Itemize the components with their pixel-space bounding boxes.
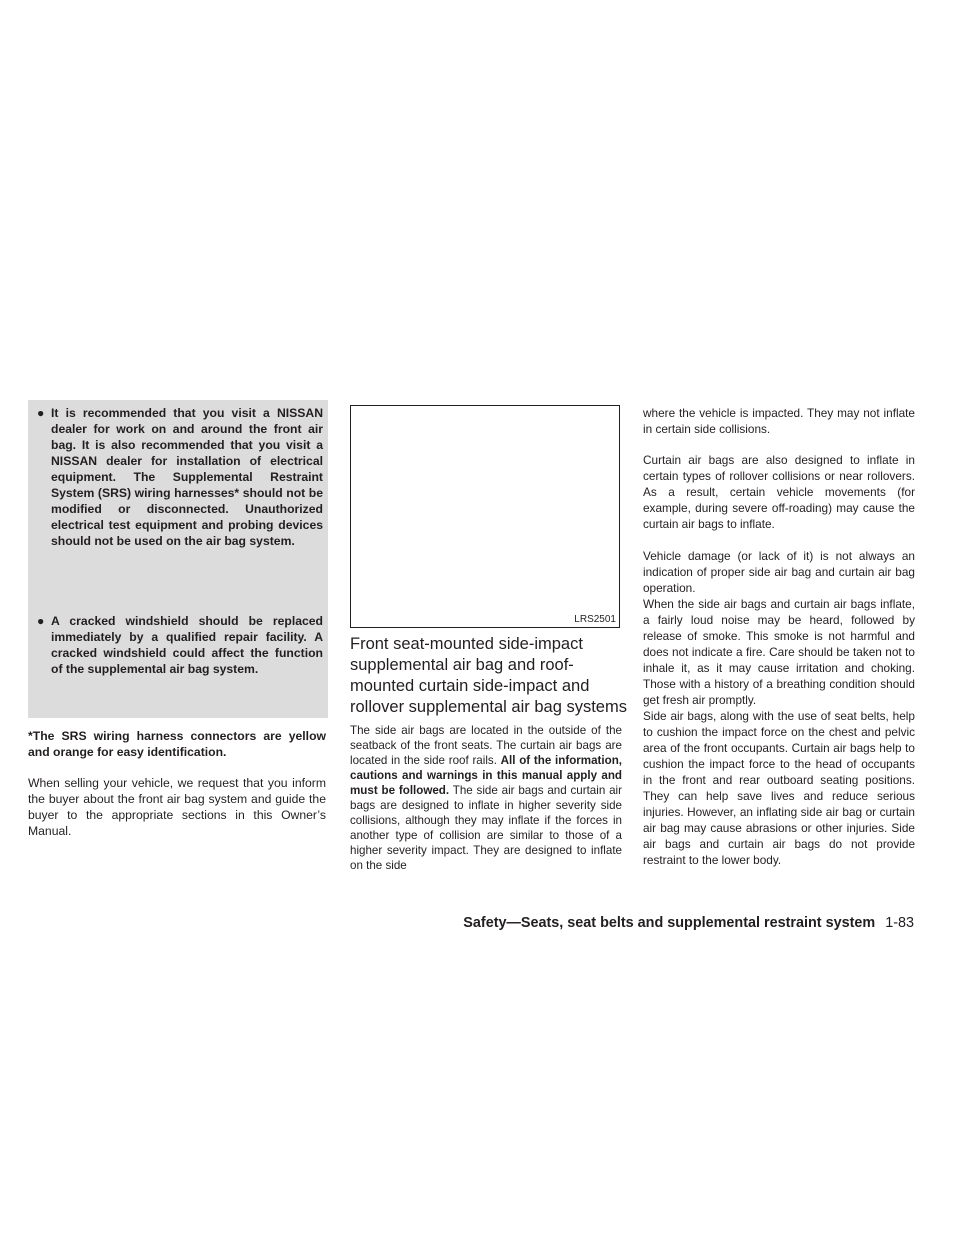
paragraph: When the side air bags and curtain air bags inflate, a fairly loud noise may be heard, followed by release of smoke. This smoke is not harmful and does not indicate a fire. Care should be taken not to inhale it, as it may cause irritation and choking. Those with a history of a breathing condition should get fresh air promptly. (643, 597, 915, 707)
intro-text-continued: The side air bags and curtain air bags are designed to inflate in higher severity side collisions, although they may inflate if the forces in another type of collision are similar to those of a higher severity impact. They are designed to inflate on the side (350, 784, 622, 872)
footer-title: Safety—Seats, seat belts and supplemental restraint system (463, 915, 876, 931)
selling-vehicle-paragraph: When selling your vehicle, we request that you inform the buyer about the front air bag system and guide the buyer to the appropriate sections in this Owner’s Manual. (28, 776, 326, 838)
paragraph: where the vehicle is impacted. They may not inflate in certain side collisions. (643, 406, 915, 436)
bullet-icon: ● (37, 406, 45, 420)
page-footer (463, 915, 914, 931)
warning-item (37, 613, 323, 677)
section-heading: Front seat-mounted side-impact supplemental air bag and roof-mounted curtain side-impact and rollover supplemental air bag systems (350, 635, 627, 716)
footnote: *The SRS wiring harness connectors are yellow and orange for easy identification. (28, 729, 326, 759)
bullet-icon: ● (37, 614, 45, 628)
figure-label: LRS2501 (574, 614, 616, 625)
warning-item (37, 405, 323, 549)
page-number: 1-83 (885, 915, 914, 931)
paragraph: Vehicle damage (or lack of it) is not always an indication of proper side air bag and curtain air bag operation. (643, 549, 915, 595)
warning-text: A cracked windshield should be replaced immediately by a qualified repair facility. A cracked windshield could affect the function of the supplemental air bag system. (51, 614, 323, 676)
paragraph: Side air bags, along with the use of seat belts, help to cushion the impact force on the chest and pelvic area of the front occupants. Curtain air bags help to cushion the impact force to the head of occupants in the front and rear outboard seating positions. They can help save lives and reduce serious injuries. However, an inflating side air bag or curtain air bag may cause abrasions or other injuries. Side air bags and curtain air bags do not provide restraint to the lower body. (643, 709, 915, 867)
intro-bold-text: All of the information, cautions and warnings in this manual apply and must be followed. (350, 754, 623, 797)
figure-illustration (350, 405, 620, 628)
intro-text: The side air bags are located in the outside of the seatback of the front seats. The curtain air bags are located in the side roof rails. (350, 724, 622, 767)
paragraph: Curtain air bags are also designed to inflate in certain types of rollover collisions or near rollovers. As a result, certain vehicle movements (for example, during severe off-roading) may cause the curtain air bags to inflate. (643, 453, 915, 531)
section-intro-paragraph (350, 723, 622, 873)
warning-text: It is recommended that you visit a NISSAN dealer for work on and around the front air bag. It is also recommended that you visit a NISSAN dealer for installation of electrical equipment. The Supplemental Restraint System (SRS) wiring harnesses* should not be modified or disconnected. Unauthorized electrical test equipment and probing devices should not be used on the air bag system. (51, 406, 323, 548)
